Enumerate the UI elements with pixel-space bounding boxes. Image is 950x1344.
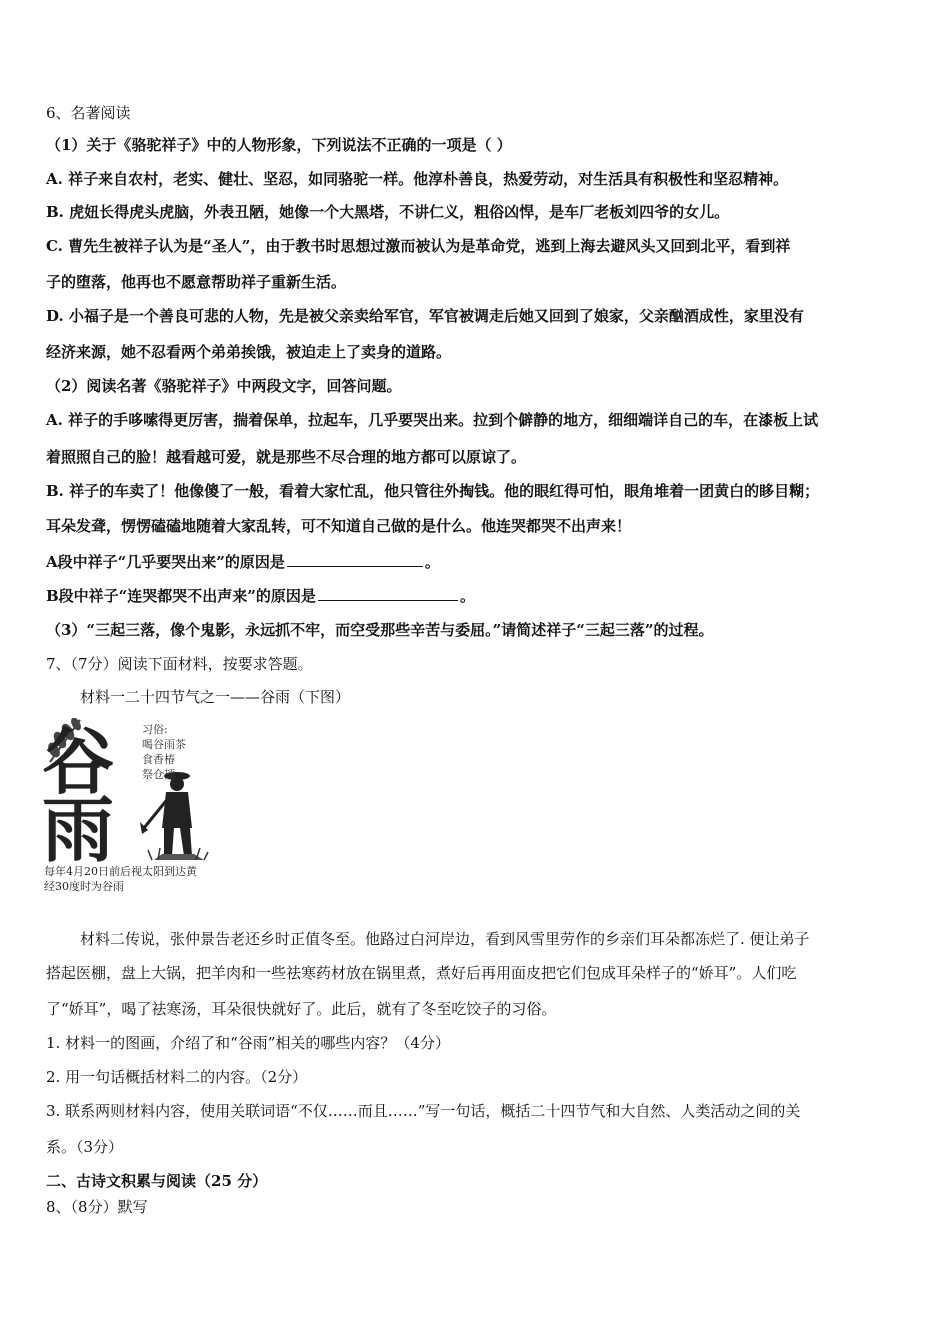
q7-question1: 1. 材料一的图画，介绍了和“谷雨”相关的哪些内容？（4分） [46, 1034, 450, 1052]
q7-question3-line2: 系。（3分） [46, 1138, 124, 1156]
q6-option-c-line2: 子的堕落，他再也不愿意帮助祥子重新生活。 [46, 273, 347, 291]
poster-custom-line: 喝谷雨茶 [142, 738, 186, 751]
q7-question3-line1: 3. 联系两则材料内容，使用关联词语“不仅……而且……”写一句话，概括二十四节气和大自然、人类活动之间的关 [46, 1102, 801, 1120]
q6-fill-b-label: B段中祥子“连哭都哭不出声来”的原因是 [46, 587, 316, 605]
poster-caption-line: 每年4月20日前后视太阳到达黄 [44, 865, 197, 878]
q7-question2: 2. 用一句话概括材料二的内容。（2分） [46, 1068, 308, 1086]
poster-char-gu: 谷 [42, 719, 115, 804]
poster-caption [44, 864, 197, 894]
q6-option-c-line1: C. 曹先生被祥子认为是“圣人”，由于教书时思想过激而被认为是革命党，逃到上海去避风头又回到北平，看到祥 [46, 237, 791, 255]
q6-part3: （3）“三起三落，像个鬼影，永远抓不牢，而空受那些辛苦与委屈。”请简述祥子“三起三落”的过程。 [46, 621, 714, 639]
poster-customs [142, 722, 186, 782]
q7-material2-line3: 了“娇耳”，喝了祛寒汤，耳朵很快就好了。此后，就有了冬至吃饺子的习俗。 [46, 1000, 557, 1018]
q7-title: 7、（7分）阅读下面材料，按要求答题。 [46, 655, 313, 673]
section2-title: 二、古诗文积累与阅读（25 分） [46, 1172, 268, 1190]
guyu-poster [44, 718, 214, 898]
q6-passage-a-line1: A. 祥子的手哆嗦得更厉害，揣着保单，拉起车，几乎要哭出来。拉到个僻静的地方，细细端详自己的车，在漆板上试 [46, 411, 819, 429]
q6-fill-b [46, 585, 910, 607]
poster-custom-line: 习俗: [142, 723, 168, 736]
q7-material1-caption: 材料一二十四节气之一——谷雨（下图） [80, 688, 351, 706]
q6-part2-stem: （2）阅读名著《骆驼祥子》中两段文字，回答问题。 [46, 377, 402, 395]
q6-fill-a [46, 551, 910, 573]
q6-option-b: B. 虎妞长得虎头虎脑，外表丑陋，她像一个大黑塔，不讲仁义，粗俗凶悍，是车厂老板刘四爷的女儿。 [46, 203, 730, 221]
q7-material2-line2: 搭起医棚，盘上大锅，把羊肉和一些祛寒药材放在锅里煮，煮好后再用面皮把它们包成耳朵样子的“娇耳”。人们吃 [46, 964, 797, 982]
answer-blank-b[interactable] [318, 586, 458, 601]
q6-part1-stem: （1）关于《骆驼祥子》中的人物形象，下列说法不正确的一项是（ ） [46, 136, 512, 154]
q6-option-d-line1: D. 小福子是一个善良可悲的人物，先是被父亲卖给军官，军官被调走后她又回到了娘家，父亲酗酒成性，家里没有 [46, 307, 804, 325]
q6-passage-a-line2: 着照照自己的脸！越看越可爱，就是那些不尽合理的地方都可以原谅了。 [46, 448, 527, 466]
q6-fill-a-period: 。 [424, 553, 440, 571]
farmer-icon [140, 772, 204, 860]
q7-material2-line1: 材料二传说，张仲景告老还乡时正值冬至。他路过白河岸边，看到风雪里劳作的乡亲们耳朵都冻烂了. 便让弟子 [80, 930, 810, 948]
q6-fill-a-label: A段中祥子“几乎要哭出来”的原因是 [46, 553, 285, 571]
poster-custom-line: 祭仓颉 [142, 768, 175, 781]
poster-char-yu: 雨 [42, 787, 115, 872]
q6-passage-b-line2: 耳朵发聋，愣愣磕磕地随着大家乱转，可不知道自己做的是什么。他连哭都哭不出声来！ [46, 517, 632, 535]
poster-caption-line: 经30度时为谷雨 [44, 880, 124, 893]
q6-option-a: A. 祥子来自农村，老实、健壮、坚忍，如同骆驼一样。他淳朴善良，热爱劳动，对生活具有积极性和坚忍精神。 [46, 170, 789, 188]
poster-custom-line: 食香椿 [142, 753, 175, 766]
q6-passage-b-line1: B. 祥子的车卖了！他像傻了一般，看着大家忙乱，他只管往外掏钱。他的眼红得可怕，眼角堆着一团黄白的眵目糊； [46, 482, 820, 500]
answer-blank-a[interactable] [287, 552, 423, 567]
q6-fill-b-period: 。 [459, 587, 475, 605]
q6-option-d-line2: 经济来源，她不忍看两个弟弟挨饿，被迫走上了卖身的道路。 [46, 343, 452, 361]
q6-title: 6、名著阅读 [46, 104, 131, 122]
q8-title: 8、（8分）默写 [46, 1198, 148, 1216]
